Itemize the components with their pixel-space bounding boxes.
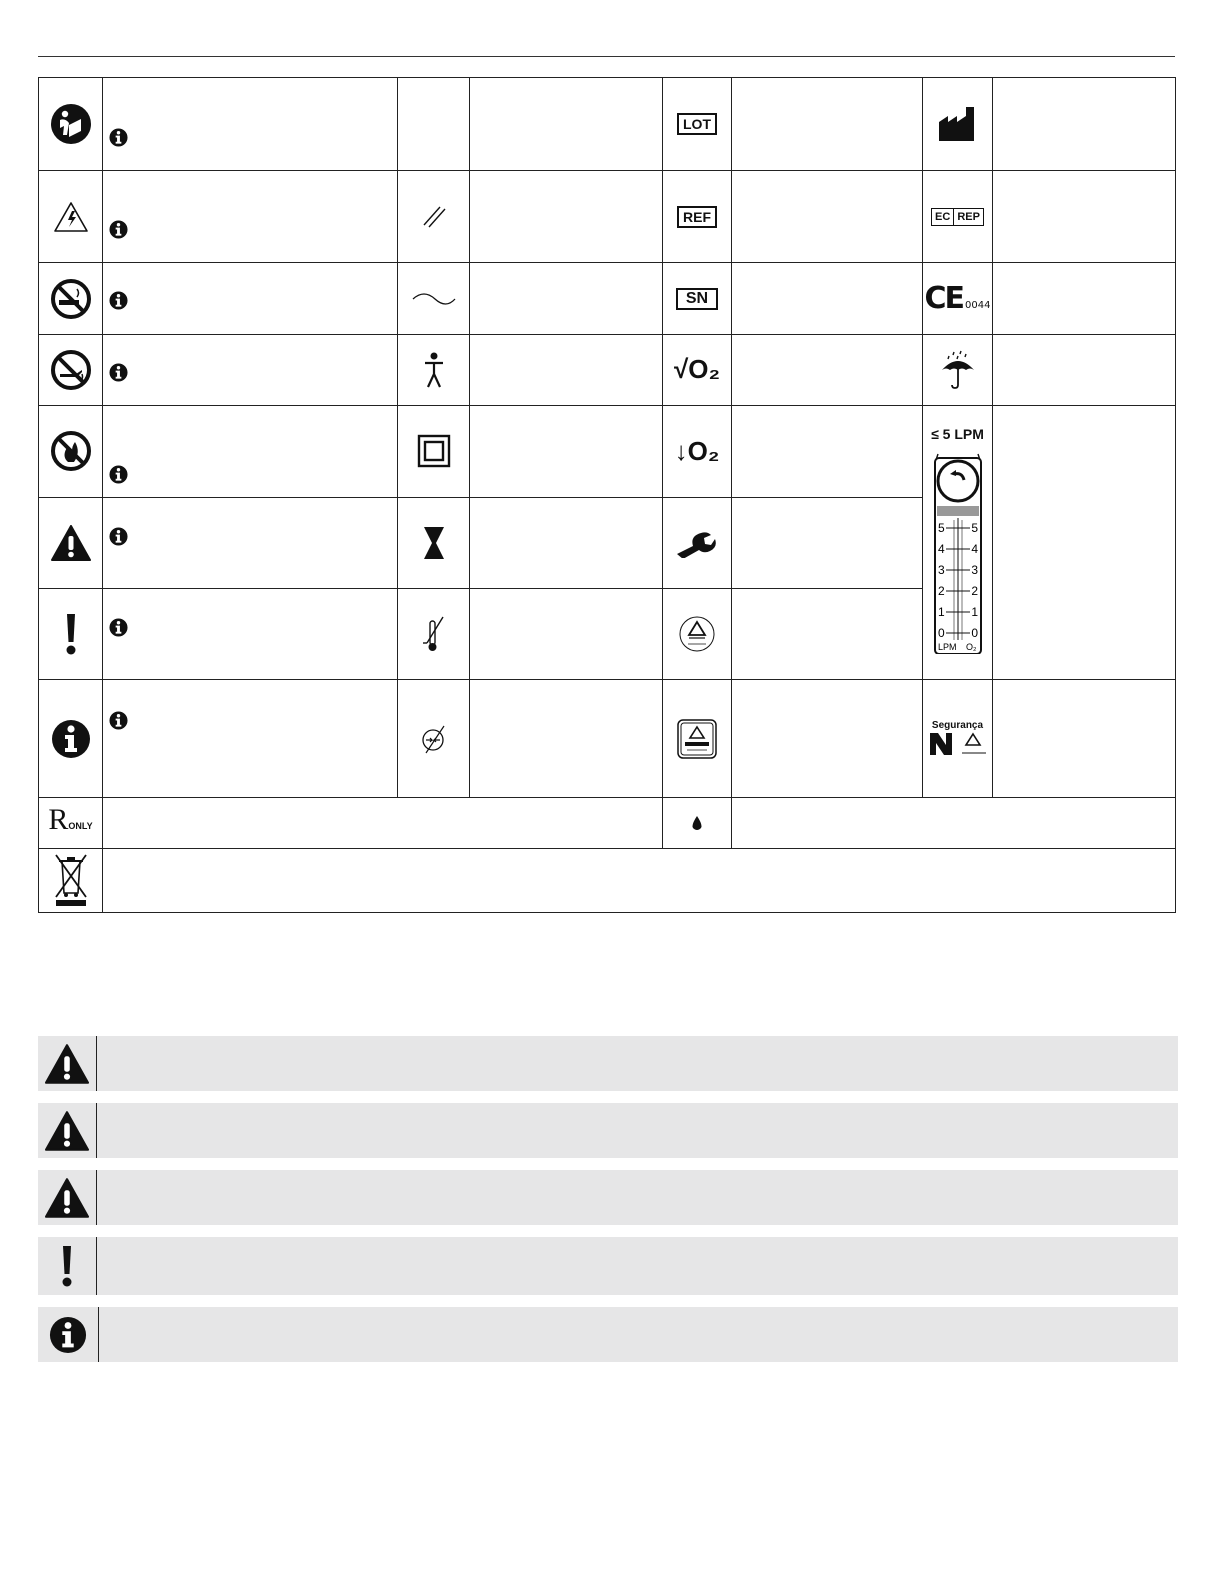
tuv-seal-desc: [732, 589, 923, 680]
info-icon: [109, 527, 128, 546]
info-icon: [109, 220, 128, 239]
warning-icon: [45, 1044, 89, 1084]
type-b-desc: [470, 334, 663, 405]
ac-desc: [470, 263, 663, 334]
ref-cell: [663, 171, 732, 263]
drop-cell: [663, 797, 732, 848]
flowmeter-scale-left-4: 4: [937, 541, 945, 556]
lot-label: LOT: [677, 113, 717, 135]
electric-hazard-cell: [39, 171, 103, 263]
flowmeter-lpm-label: LPM: [937, 641, 957, 652]
caution-desc: [103, 589, 398, 680]
info-note: [38, 1307, 1178, 1362]
caution-icon: [63, 612, 79, 656]
no-smoking-cell: [39, 263, 103, 334]
flowmeter-desc: [993, 405, 1176, 680]
info-desc: [103, 680, 398, 797]
safety-mark-title: Segurança: [931, 720, 984, 731]
warning-note-1: [38, 1036, 1178, 1091]
flowmeter-scale-right-3: 3: [970, 562, 978, 577]
flowmeter-title: ≤ 5 LPM: [931, 425, 984, 442]
safety-mark-cell: [923, 680, 993, 797]
rx-only-desc: [103, 797, 663, 848]
ec-text: EC: [935, 211, 951, 224]
o2-low-desc: [732, 405, 923, 497]
manufacturer-cell: [923, 78, 993, 171]
ec-rep-label: [931, 208, 984, 226]
rx-only-cell: [39, 797, 103, 848]
flowmeter-scale-right-2: 2: [970, 583, 978, 598]
rx-only-text: ONLY: [68, 820, 93, 831]
drop-desc: [732, 797, 1176, 848]
tuv-certified-icon: [677, 719, 717, 759]
dc-desc: [470, 171, 663, 263]
pressure-desc: [470, 680, 663, 797]
weee-desc: [103, 848, 1176, 912]
flowmeter-scale-right-5: 5: [970, 520, 978, 535]
info-icon: [109, 465, 128, 484]
flowmeter-cell: [923, 405, 993, 680]
caution-note-icon-box: [38, 1237, 97, 1295]
flowmeter-scale-left-2: 2: [937, 583, 945, 598]
manufacturer-icon: [938, 106, 978, 142]
temperature-limit-icon: [421, 615, 447, 653]
ce-desc: [993, 263, 1176, 334]
wrench-icon: [675, 528, 719, 558]
dc-symbol-cell: [398, 171, 470, 263]
no-smoking-icon: [51, 279, 91, 319]
no-smoking-desc: [103, 263, 398, 334]
info-note-icon-box: [38, 1307, 99, 1362]
no-oil-cell: [39, 334, 103, 405]
class-ii-cell: [398, 405, 470, 497]
warning-note-icon-box: [38, 1170, 97, 1225]
warning-note-2: [38, 1103, 1178, 1158]
flowmeter-scale-right-4: 4: [970, 541, 978, 556]
temperature-desc: [470, 589, 663, 680]
no-flame-desc: [103, 405, 398, 497]
warning-icon: [45, 1111, 89, 1151]
keep-dry-icon: [939, 350, 977, 390]
flowmeter-scale-left-1: 1: [937, 604, 945, 619]
info-icon: [109, 711, 128, 730]
info-icon: [51, 719, 91, 759]
no-open-flame-icon: [51, 431, 91, 471]
symbols-table: [38, 77, 1176, 913]
tuv-certified-desc: [732, 680, 923, 797]
caution-icon: [59, 1244, 75, 1288]
water-drop-icon: [691, 815, 703, 831]
info-icon: [109, 291, 128, 310]
no-oil-desc: [103, 334, 398, 405]
tuv-certified-cell: [663, 680, 732, 797]
ref-desc: [732, 171, 923, 263]
info-icon: [109, 618, 128, 637]
blank-desc: [470, 78, 663, 171]
read-manual-cell: [39, 78, 103, 171]
pressure-limit-icon: [420, 723, 448, 755]
ce-text: CE: [924, 281, 964, 317]
no-flame-cell: [39, 405, 103, 497]
type-b-applied-part-icon: [422, 352, 446, 388]
blank-symbol-cell: [398, 78, 470, 171]
tuv-seal-cell: [663, 589, 732, 680]
manufacturer-desc: [993, 78, 1176, 171]
flowmeter-scale-right-1: 1: [970, 604, 978, 619]
warning-note-3: [38, 1170, 1178, 1225]
flowmeter-icon: [928, 444, 988, 654]
info-icon: [49, 1316, 87, 1354]
flowmeter-scale-left-3: 3: [937, 562, 945, 577]
o2-low-cell: [663, 405, 732, 497]
sn-cell: [663, 263, 732, 334]
hourglass-icon: [423, 526, 445, 560]
electric-hazard-desc: [103, 171, 398, 263]
weee-bin-icon: [53, 853, 89, 907]
electric-hazard-icon: [53, 201, 89, 233]
info-cell: [39, 680, 103, 797]
caution-note: [38, 1237, 1178, 1295]
wrench-desc: [732, 497, 923, 588]
hourglass-desc: [470, 497, 663, 588]
flowmeter-scale-right-0: 0: [970, 625, 978, 640]
safety-mark-desc: [993, 680, 1176, 797]
warning-icon: [51, 525, 91, 561]
weee-cell: [39, 848, 103, 912]
ce-cell: [923, 263, 993, 334]
warning-note-icon-box: [38, 1036, 97, 1091]
read-manual-icon: [50, 103, 92, 145]
class-ii-double-insulation-icon: [417, 434, 451, 468]
ac-wave-icon: [411, 292, 457, 306]
o2-check-cell: [663, 334, 732, 405]
keep-dry-cell: [923, 334, 993, 405]
warning-cell: [39, 497, 103, 588]
ac-symbol-cell: [398, 263, 470, 334]
ec-rep-cell: [923, 171, 993, 263]
tuv-seal-icon: [678, 615, 716, 653]
ec-rep-desc: [993, 171, 1176, 263]
slash-symbol-icon: [420, 203, 448, 231]
rep-text: REP: [953, 209, 983, 225]
temperature-cell: [398, 589, 470, 680]
info-icon: [109, 128, 128, 147]
info-icon: [109, 363, 128, 382]
o2-check-label: √O₂: [673, 354, 721, 385]
read-manual-desc: [103, 78, 398, 171]
flowmeter-o2-label: O₂: [965, 641, 976, 652]
o2-low-label: ↓O₂: [674, 435, 720, 466]
lot-cell: [663, 78, 732, 171]
warning-note-icon-box: [38, 1103, 97, 1158]
wrench-cell: [663, 497, 732, 588]
safety-mark-icon: [929, 731, 987, 757]
pressure-cell: [398, 680, 470, 797]
caution-cell: [39, 589, 103, 680]
flowmeter-scale-left-0: 0: [937, 625, 945, 640]
no-oil-icon: [51, 350, 91, 390]
ref-label: REF: [677, 206, 717, 228]
sn-label: SN: [676, 288, 718, 310]
warning-desc: [103, 497, 398, 588]
rx-letters: R: [48, 802, 69, 836]
header-rule: [38, 56, 1175, 57]
class-ii-desc: [470, 405, 663, 497]
o2-check-desc: [732, 334, 923, 405]
flowmeter-scale-left-5: 5: [937, 520, 945, 535]
hourglass-cell: [398, 497, 470, 588]
warning-icon: [45, 1178, 89, 1218]
ce-number: 0044: [965, 300, 991, 312]
rx-only-mark: [48, 803, 92, 836]
lot-desc: [732, 78, 923, 171]
ce-mark: [925, 281, 991, 316]
sn-desc: [732, 263, 923, 334]
type-b-cell: [398, 334, 470, 405]
keep-dry-desc: [993, 334, 1176, 405]
